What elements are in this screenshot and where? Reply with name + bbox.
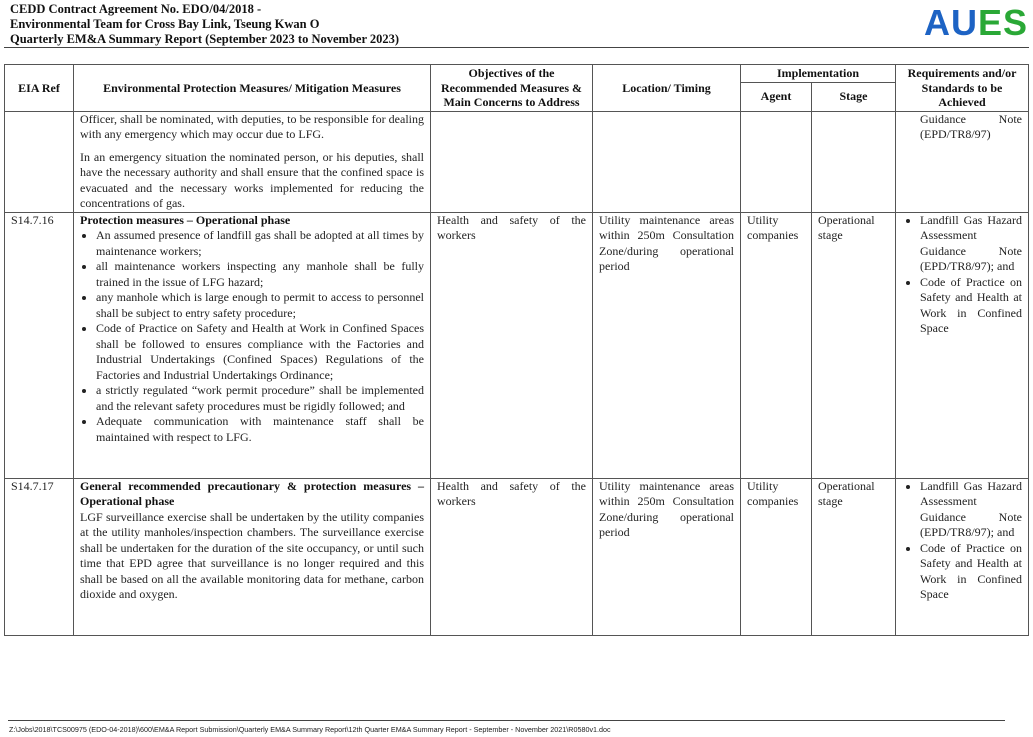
measure-title: Protection measures – Operational phase (80, 212, 291, 227)
list-item: • Landfill Gas Hazard Assessment Guidance Note (EPD/TR8/97); and (920, 479, 1022, 541)
cell-location: Utility maintenance areas within 250m Consultation Zone/during operational period (593, 478, 741, 635)
table-row (5, 111, 1029, 212)
report-header (10, 2, 399, 47)
col-measures: Environmental Protection Measures/ Mitigation Measures (74, 65, 431, 112)
col-implementation: Implementation (741, 65, 896, 83)
measure-title: General recommended precautionary & protection measures – Operational phase (80, 478, 424, 508)
cell-objective: Health and safety of the workers (431, 212, 593, 478)
list-item: • An assumed presence of landfill gas shall be adopted at all times by maintenance workers; (96, 228, 424, 259)
footer-divider (8, 720, 1005, 721)
col-agent: Agent (741, 82, 812, 111)
cell-stage (812, 111, 896, 212)
col-eia-ref: EIA Ref (5, 65, 74, 112)
col-requirements: Requirements and/or Standards to be Achieved (896, 65, 1029, 112)
cell-location (593, 111, 741, 212)
cell-objective: Health and safety of the workers (431, 478, 593, 635)
cell-objective (431, 111, 593, 212)
header-line-report: Quarterly EM&A Summary Report (September 2023 to November 2023) (10, 32, 400, 46)
col-objectives: Objectives of the Recommended Measures & Main Concerns to Address (431, 65, 593, 112)
cell-stage: Operational stage (812, 212, 896, 478)
list-item: • Adequate communication with maintenance staff shall be maintained with respect to LFG. (96, 414, 424, 445)
cell-measures (74, 212, 431, 478)
list-item: • Code of Practice on Safety and Health at Work in Confined Spaces shall be followed to ensures compliance with the Factories and Industrial Undertakings (Confined Spaces) Regulations of the Factories and Industrial Undertakings Ordinance; (96, 321, 424, 383)
list-item: • a strictly regulated “work permit procedure” shall be implemented and the relevant safety procedures must be rigidly followed; and (96, 383, 424, 414)
cell-requirements: Guidance Note (EPD/TR8/97) (896, 111, 1029, 212)
logo-part-es: ES (977, 2, 1028, 43)
table-header-row (5, 65, 1029, 83)
cell-agent (741, 111, 812, 212)
requirements-list (902, 479, 1022, 603)
col-stage: Stage (812, 82, 896, 111)
header-line-contract: CEDD Contract Agreement No. EDO/04/2018 - (10, 2, 262, 16)
cell-measures (74, 478, 431, 635)
header-divider (4, 47, 1029, 48)
list-item: • any manhole which is large enough to permit to access to personnel shall be subject to entry safety procedure; (96, 290, 424, 321)
header-line-team: Environmental Team for Cross Bay Link, Tseung Kwan O (10, 17, 320, 31)
cell-ref (5, 111, 74, 212)
col-location: Location/ Timing (593, 65, 741, 112)
list-item: • Landfill Gas Hazard Assessment Guidance Note (EPD/TR8/97); and (920, 213, 1022, 275)
list-item: • Code of Practice on Safety and Health at Work in Confined Space (920, 541, 1022, 603)
cell-requirements (896, 212, 1029, 478)
cell-ref: S14.7.17 (5, 478, 74, 635)
measure-paragraph: LGF surveillance exercise shall be undertaken by the utility companies at the utility manholes/inspection chambers. The surveillance exercise shall be undertaken for the duration of the site occupancy, or until such time that EPD agree that surveillance is no longer required and this shall be based on all the available monitoring data for methane, carbon dioxide and oxygen. (80, 509, 424, 601)
measure-bullet-list (80, 228, 424, 445)
list-item: • Code of Practice on Safety and Health at Work in Confined Space (920, 275, 1022, 337)
table-row (5, 212, 1029, 478)
cell-requirements (896, 478, 1029, 635)
aues-logo (924, 3, 1028, 43)
cell-measures (74, 111, 431, 212)
cell-stage: Operational stage (812, 478, 896, 635)
requirements-list (902, 213, 1022, 337)
cell-agent: Utility companies (741, 478, 812, 635)
logo-part-au: AU (923, 2, 978, 43)
cell-ref: S14.7.16 (5, 212, 74, 478)
cell-agent: Utility companies (741, 212, 812, 478)
list-item: • all maintenance workers inspecting any manhole shall be fully trained in the issue of LFG hazard; (96, 259, 424, 290)
cell-location: Utility maintenance areas within 250m Consultation Zone/during operational period (593, 212, 741, 478)
measure-paragraph: Officer, shall be nominated, with deputies, to be responsible for dealing with any emergency which may occur due to LFG. (80, 111, 424, 141)
mitigation-measures-table (4, 64, 1029, 636)
measure-paragraph: In an emergency situation the nominated person, or his deputies, shall have the necessary authority and shall ensure that the confined space is evacuated and the necessary works implemented for reducing the concentrations of gas. (80, 149, 424, 210)
footer-file-path: Z:\Jobs\2018\TCS00975 (EDO-04-2018)\600\EM&A Report Submission\Quarterly EM&A Summary Report\12th Quarter EM&A Summary Report - September - November 2021\R0580v1.doc (9, 725, 611, 734)
table-row (5, 478, 1029, 635)
